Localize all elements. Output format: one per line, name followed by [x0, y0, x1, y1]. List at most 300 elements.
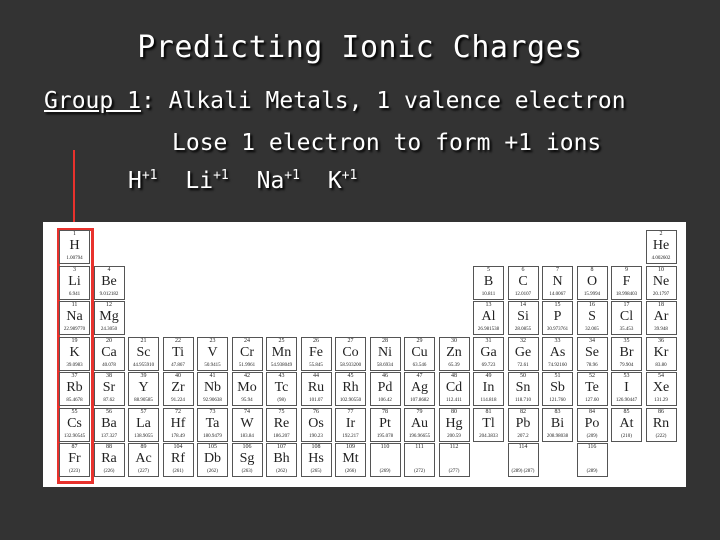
element-cell [577, 408, 608, 442]
element-number: 6 [521, 266, 525, 273]
element-number: 50 [520, 373, 526, 379]
element-cell [646, 230, 677, 264]
element-number: 14 [520, 302, 526, 308]
element-cell [508, 372, 539, 406]
element-mass: 186.207 [273, 433, 290, 439]
element-symbol: Rf [171, 451, 185, 466]
element-number: 31 [485, 337, 492, 344]
element-number: 79 [416, 408, 423, 415]
element-cell [611, 408, 642, 442]
element-cell [197, 337, 228, 371]
element-number: 15 [554, 302, 561, 308]
element-mass: 88.90585 [134, 398, 153, 403]
element-symbol: W [240, 415, 254, 431]
element-cell [335, 408, 366, 442]
element-number: 2 [659, 231, 663, 237]
element-cell [577, 301, 608, 335]
element-mass: (289) [586, 469, 598, 474]
element-symbol: Pd [377, 380, 393, 395]
element-mass: 102.90550 [339, 398, 362, 403]
element-mass: 54.938049 [270, 362, 293, 368]
element-number: 1 [73, 231, 76, 237]
slide-title: Predicting Ionic Charges [137, 30, 583, 65]
element-number: 20 [106, 337, 112, 344]
element-cell [232, 372, 263, 406]
ion-li: $Li^{+1}$ [185, 168, 229, 194]
element-number: 40 [175, 373, 181, 379]
element-mass: 44.955910 [132, 362, 155, 368]
element-cell [646, 266, 677, 300]
element-cell [266, 372, 297, 406]
element-number: 34 [589, 337, 595, 344]
element-mass: 204.3833 [479, 433, 498, 439]
element-number: 25 [278, 337, 285, 344]
element-symbol: Mt [342, 451, 359, 466]
element-mass: 30.973761 [546, 327, 569, 332]
element-number: 30 [451, 337, 457, 344]
element-cell [646, 337, 677, 371]
element-symbol: Zr [171, 380, 185, 395]
element-cell [94, 266, 125, 300]
element-number: 22 [175, 337, 181, 344]
element-symbol: Db [203, 451, 222, 466]
element-symbol: Ar [653, 309, 669, 324]
element-mass: (263) [241, 469, 253, 474]
element-number: 23 [209, 337, 216, 344]
element-symbol: At [619, 415, 634, 431]
element-symbol: Nb [203, 380, 222, 395]
element-mass: 15.9994 [583, 291, 601, 297]
element-symbol: K [69, 344, 80, 360]
element-mass: 28.0855 [514, 327, 532, 332]
element-symbol: Y [138, 380, 149, 395]
element-symbol: Ru [307, 380, 325, 395]
element-number: 44 [313, 373, 319, 379]
element-mass: 74.92160 [548, 362, 567, 368]
element-symbol: Sb [550, 380, 565, 395]
element-number: 45 [347, 373, 354, 379]
element-number: 7 [556, 266, 559, 273]
pointer-arrow-shaft [73, 150, 75, 224]
element-number: 82 [520, 408, 526, 415]
element-mass: 72.61 [517, 362, 529, 368]
element-cell [301, 337, 332, 371]
element-mass: 190.23 [309, 433, 323, 439]
element-number: 35 [623, 337, 630, 344]
element-cell [335, 372, 366, 406]
element-mass: 4.002602 [651, 256, 671, 261]
element-number: 29 [416, 337, 423, 344]
element-mass: 106.42 [378, 398, 392, 403]
element-number: 17 [623, 302, 630, 308]
element-number: 13 [485, 302, 492, 308]
element-number: 106 [242, 444, 252, 450]
element-mass: (223) [69, 469, 80, 474]
element-number: 47 [416, 373, 423, 379]
element-symbol: Re [273, 415, 290, 431]
element-cell [542, 337, 573, 371]
element-mass: 65.39 [448, 362, 460, 368]
element-cell [163, 408, 194, 442]
element-cell [94, 301, 125, 335]
element-number: 89 [140, 444, 147, 450]
element-mass: 63.546 [412, 362, 427, 368]
element-number: 104 [173, 444, 183, 450]
element-cell [508, 301, 539, 335]
element-mass: (272) [414, 469, 425, 474]
element-cell [232, 337, 263, 371]
element-cell [197, 372, 228, 406]
element-symbol: O [586, 273, 598, 289]
element-cell [473, 301, 504, 335]
element-symbol: V [207, 344, 218, 360]
group-description: : Alkali Metals, 1 valence electron [140, 88, 626, 114]
element-number: 107 [277, 444, 286, 450]
element-symbol: Ga [480, 344, 497, 360]
element-mass: (209) [586, 433, 598, 439]
element-number: 48 [451, 373, 457, 379]
element-symbol: As [549, 344, 566, 360]
element-number: 109 [346, 444, 355, 450]
element-symbol: Sg [239, 451, 255, 466]
element-number: 83 [554, 408, 561, 415]
element-cell [646, 408, 677, 442]
element-mass: (261) [172, 469, 184, 474]
element-number: 10 [658, 266, 664, 273]
element-cell [128, 372, 159, 406]
element-cell [59, 408, 90, 442]
element-mass: 55.845 [309, 362, 323, 368]
element-number: 43 [278, 373, 285, 379]
element-symbol: Sn [515, 380, 531, 395]
element-number: 105 [208, 444, 217, 450]
element-symbol: Hs [308, 451, 324, 466]
element-symbol: Te [585, 380, 599, 395]
element-number: 39 [140, 373, 147, 379]
element-cell [266, 443, 297, 477]
element-symbol: Tl [482, 415, 495, 431]
element-cell [611, 372, 642, 406]
element-mass: 18.998403 [615, 291, 638, 297]
element-mass: 127.60 [585, 398, 599, 403]
element-cell [439, 372, 470, 406]
element-mass: (98) [277, 398, 286, 403]
element-cell [163, 372, 194, 406]
element-mass: 20.1797 [652, 291, 670, 297]
element-cell [301, 372, 332, 406]
element-symbol: Zn [446, 344, 462, 360]
element-symbol: Bh [273, 451, 290, 466]
element-number: 51 [554, 373, 561, 379]
element-symbol: Au [410, 415, 429, 431]
element-cell [508, 337, 539, 371]
element-mass: 12.0107 [514, 291, 532, 297]
element-number: 75 [278, 408, 285, 415]
element-mass: 32.065 [585, 327, 599, 332]
element-number: 76 [313, 408, 319, 415]
element-number: 37 [71, 373, 78, 379]
element-number: 86 [658, 408, 664, 415]
element-cell [473, 266, 504, 300]
element-symbol: Cs [67, 415, 82, 431]
group-label: Group 1 [44, 88, 141, 114]
element-mass: 196.96655 [408, 433, 431, 439]
element-symbol: Ir [345, 415, 356, 431]
element-mass: (210) [621, 433, 632, 439]
element-cell [163, 337, 194, 371]
element-symbol: La [136, 415, 151, 431]
element-mass: 114.818 [480, 398, 497, 403]
element-symbol: Ne [652, 273, 670, 289]
element-symbol: Rh [342, 380, 359, 395]
element-number: 112 [449, 444, 459, 450]
element-number: 9 [625, 266, 628, 273]
element-mass: 6.941 [68, 291, 81, 297]
ion-k: $K^{+1}$ [327, 168, 358, 194]
element-number: 108 [311, 444, 321, 450]
element-number: 41 [209, 373, 216, 379]
element-cell [404, 408, 435, 442]
element-symbol: Cl [619, 309, 634, 324]
group-line [44, 88, 626, 114]
element-cell [128, 337, 159, 371]
element-cell [335, 443, 366, 477]
element-number: 27 [347, 337, 354, 344]
element-number: 56 [106, 408, 112, 415]
element-mass: 101.07 [309, 398, 323, 403]
element-number: 21 [140, 337, 147, 344]
element-number: 110 [380, 444, 390, 450]
element-cell [611, 266, 642, 300]
element-symbol: Fe [309, 344, 323, 360]
element-mass: 22.989770 [63, 327, 86, 332]
element-mass: 9.012182 [99, 291, 119, 297]
element-cell [197, 408, 228, 442]
element-mass: 58.933200 [339, 362, 362, 368]
element-symbol: Cd [445, 380, 463, 395]
element-symbol: Be [101, 273, 117, 289]
element-mass: 132.90545 [63, 433, 86, 439]
element-number: 54 [658, 373, 664, 379]
element-mass: 192.217 [342, 433, 359, 439]
element-symbol: Pb [515, 415, 531, 431]
element-symbol: In [482, 380, 495, 395]
element-number: 38 [106, 373, 112, 379]
element-number: 8 [590, 266, 594, 273]
element-cell [59, 301, 90, 335]
element-cell [59, 443, 90, 477]
element-symbol: Br [619, 344, 634, 360]
element-cell [370, 408, 401, 442]
element-mass: (266) [345, 469, 356, 474]
ion-rule-line: Lose 1 electron to form +1 ions [172, 130, 602, 156]
element-cell [439, 408, 470, 442]
element-cell [163, 443, 194, 477]
element-number: 33 [554, 337, 561, 344]
element-symbol: Sc [136, 344, 151, 360]
element-symbol: Rn [652, 415, 670, 431]
element-number: 80 [451, 408, 457, 415]
element-cell [128, 408, 159, 442]
element-cell [301, 443, 332, 477]
element-mass: 1.00794 [66, 256, 83, 261]
element-symbol: He [652, 238, 670, 253]
element-number: 32 [520, 337, 526, 344]
element-symbol: N [552, 273, 563, 289]
ion-na: $Na^{+1}$ [256, 168, 300, 194]
element-symbol: H [69, 238, 80, 253]
element-number: 11 [71, 302, 78, 308]
element-mass: (277) [448, 469, 460, 474]
element-mass: (289) (287) [511, 469, 535, 474]
element-mass: (222) [655, 433, 667, 439]
element-symbol: Mn [271, 344, 292, 360]
element-mass: 69.723 [481, 362, 496, 368]
element-cell [577, 337, 608, 371]
element-mass: 200.59 [447, 433, 461, 439]
periodic-table [43, 222, 686, 487]
element-cell [59, 372, 90, 406]
element-number: 88 [106, 444, 112, 450]
element-mass: 138.9055 [134, 433, 153, 439]
element-cell [439, 443, 470, 477]
element-mass: 79.904 [619, 362, 634, 368]
element-mass: 121.760 [549, 398, 566, 403]
element-mass: 183.84 [240, 433, 254, 439]
element-symbol: Hf [170, 415, 186, 431]
element-mass: 58.6934 [376, 362, 394, 368]
element-number: 85 [623, 408, 630, 415]
element-mass: 85.4678 [66, 398, 83, 403]
element-mass: 207.2 [517, 433, 529, 439]
element-cell [370, 337, 401, 371]
element-symbol: Po [584, 415, 600, 431]
element-cell [94, 372, 125, 406]
element-cell [508, 443, 539, 477]
element-number: 42 [244, 373, 250, 379]
element-cell [577, 443, 608, 477]
element-mass: 95.94 [241, 398, 253, 403]
element-mass: (262) [276, 469, 287, 474]
element-number: 5 [487, 266, 490, 273]
element-number: 72 [175, 408, 181, 415]
element-symbol: Se [585, 344, 599, 360]
element-number: 55 [71, 408, 78, 415]
element-mass: 178.49 [171, 433, 185, 439]
element-symbol: Na [66, 309, 83, 324]
element-cell [370, 372, 401, 406]
element-cell [59, 337, 90, 371]
element-number: 36 [658, 337, 664, 344]
element-mass: 126.90447 [615, 398, 638, 403]
element-symbol: Ac [135, 451, 152, 466]
element-number: 74 [244, 408, 250, 415]
element-mass: 47.867 [171, 362, 185, 368]
element-symbol: Bi [550, 415, 565, 431]
element-number: 114 [518, 444, 528, 450]
element-mass: 112.411 [446, 398, 462, 403]
element-number: 52 [589, 373, 595, 379]
element-cell [197, 443, 228, 477]
element-number: 16 [589, 302, 595, 308]
element-symbol: Sr [102, 380, 116, 395]
element-symbol: Mg [99, 309, 119, 324]
element-number: 3 [73, 266, 76, 273]
element-mass: (226) [103, 469, 115, 474]
element-mass: 10.811 [481, 291, 496, 297]
element-symbol: Co [342, 344, 359, 360]
element-symbol: Ca [101, 344, 117, 360]
element-cell [404, 443, 435, 477]
element-mass: 51.9961 [238, 362, 256, 368]
element-number: 46 [382, 373, 388, 379]
element-mass: 195.078 [376, 433, 394, 439]
element-symbol: Li [68, 273, 81, 289]
element-cell [611, 337, 642, 371]
element-mass: (227) [138, 469, 149, 474]
element-mass: 180.9479 [203, 433, 222, 439]
element-number: 24 [244, 337, 250, 344]
element-symbol: Ti [172, 344, 184, 360]
element-symbol: Ag [410, 380, 429, 395]
element-number: 57 [140, 408, 147, 415]
element-mass: 39.0983 [66, 362, 83, 368]
element-cell [94, 443, 125, 477]
element-cell [473, 372, 504, 406]
element-cell [94, 408, 125, 442]
element-mass: 14.0067 [549, 291, 566, 297]
element-number: 12 [106, 302, 112, 308]
element-number: 87 [71, 444, 78, 450]
element-cell [542, 301, 573, 335]
element-mass: 35.453 [619, 327, 634, 332]
element-symbol: Ba [101, 415, 117, 431]
element-cell [542, 408, 573, 442]
element-cell [370, 443, 401, 477]
element-number: 19 [71, 337, 78, 344]
element-cell [232, 443, 263, 477]
element-mass: 24.3050 [100, 327, 118, 332]
element-cell [577, 372, 608, 406]
element-symbol: Os [308, 415, 324, 431]
element-cell [404, 337, 435, 371]
element-symbol: Ge [514, 344, 532, 360]
element-mass: 40.078 [102, 362, 116, 368]
element-symbol: C [518, 273, 528, 289]
element-number: 49 [485, 373, 492, 379]
element-cell [508, 408, 539, 442]
element-symbol: B [483, 273, 494, 289]
element-cell [646, 372, 677, 406]
element-symbol: Tc [274, 380, 289, 395]
element-number: 116 [587, 444, 597, 450]
element-symbol: F [622, 273, 631, 289]
element-symbol: Kr [653, 344, 669, 360]
element-mass: 91.224 [171, 398, 185, 403]
element-cell [611, 301, 642, 335]
element-number: 28 [382, 337, 388, 344]
element-number: 81 [485, 408, 492, 415]
element-mass: 118.710 [514, 398, 532, 403]
element-cell [59, 230, 90, 264]
element-number: 73 [209, 408, 216, 415]
element-symbol: S [588, 309, 596, 324]
element-mass: 87.62 [103, 398, 115, 403]
element-mass: 107.8682 [410, 398, 429, 403]
ion-h: $H^{+1}$ [128, 168, 158, 194]
element-mass: 208.98038 [546, 433, 569, 439]
element-mass: 83.80 [655, 362, 667, 368]
